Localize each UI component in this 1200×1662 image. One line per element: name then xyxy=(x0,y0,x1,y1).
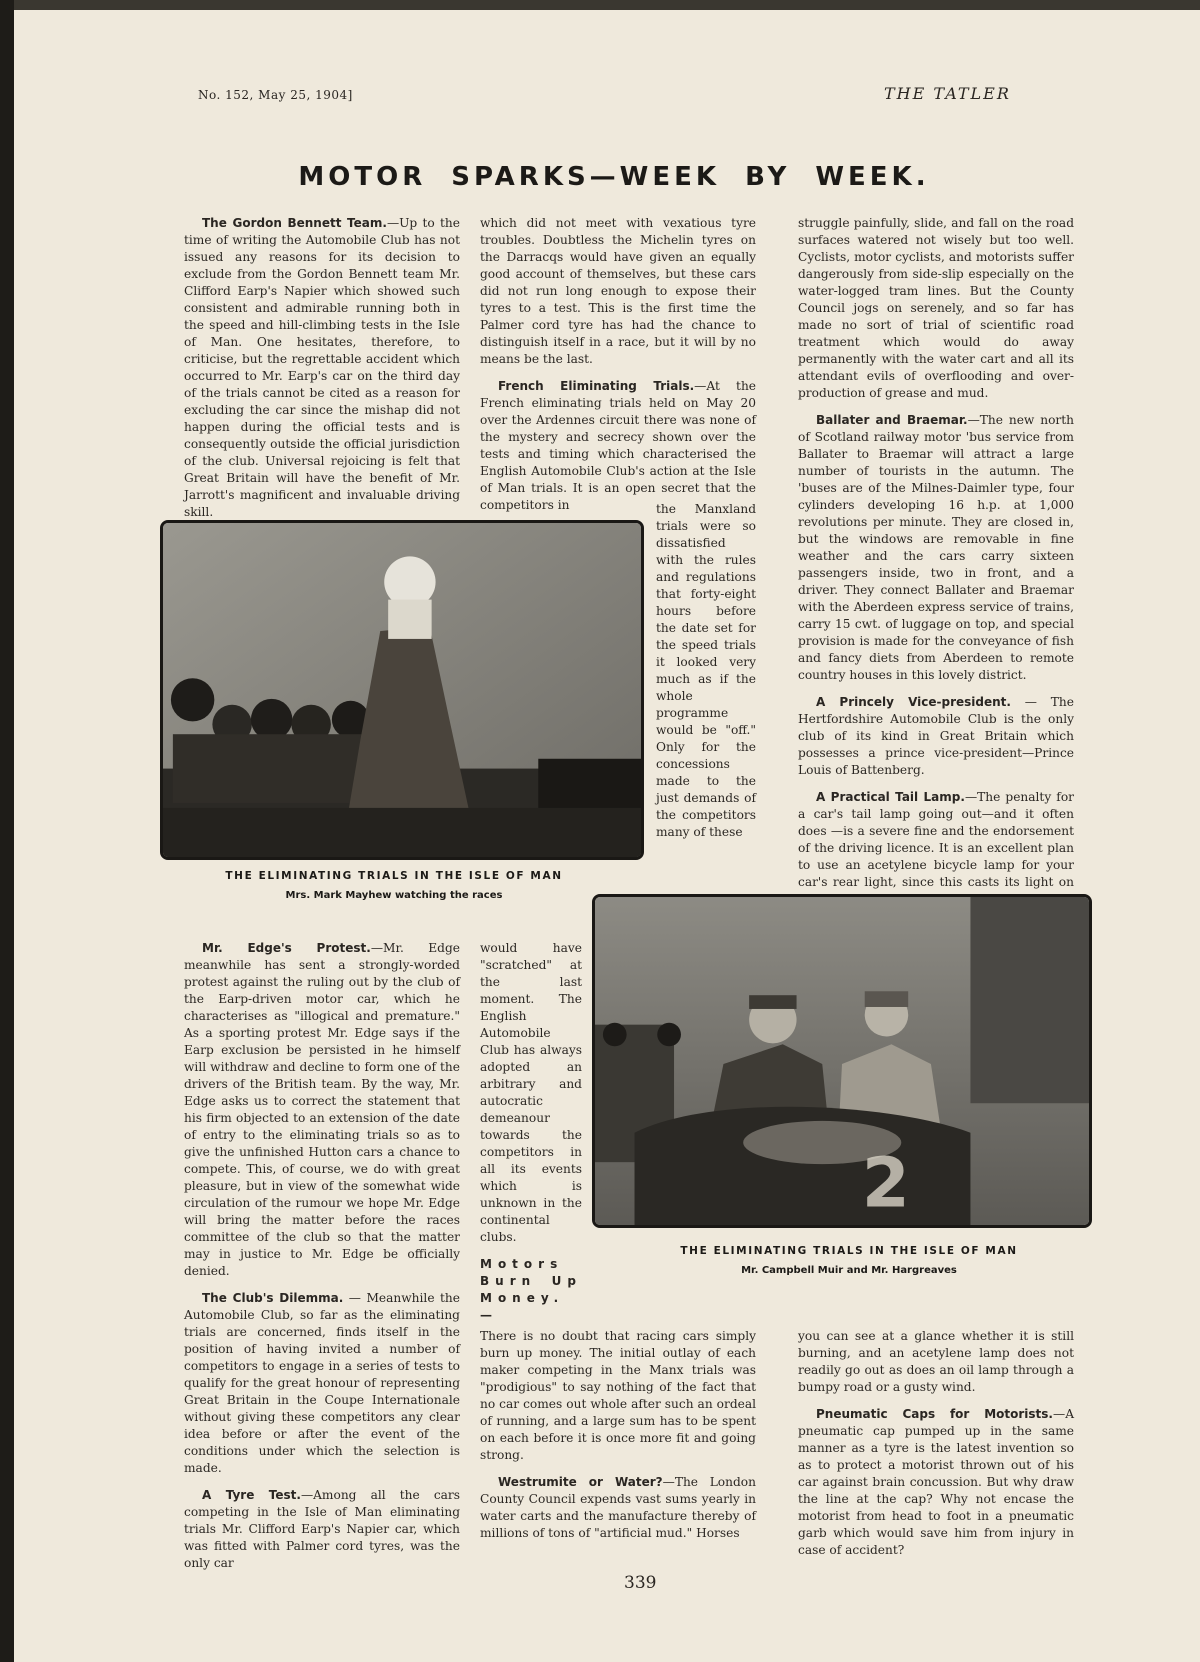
paragraph-text: —The new north of Scotland railway motor 'bus service from Ballater to Braemar will attract a large number of tourists in the autumn. The 'buses are of the Milnes-Daimler type, four cylinders developing 16 h.p. at 1,000 revolutions per minute. They are closed in, but the windows are removable in fine weather and the cars carry sixteen passengers inside, two in front, and a driver. They connect Ballater and Braemar with the Aberdeen express service of trains, carry 15 cwt. of luggage on top, and special provision is made for the conveyance of fish and fancy diets from Aberdeen to remote country houses in this lovely district. xyxy=(798,413,1074,682)
paragraph-text: —At the French eliminating trials held on May 20 over the Ardennes circuit there was none of the mystery and secrecy shown over the tests and timing which characterised the English Automobile Club's action at the Isle of Man trials. It is an open secret that the competitors in xyxy=(480,379,757,512)
paragraph-text: — Meanwhile the Automobile Club, so far as the eliminating trials are concerned, finds itself in the position of having invited a number of competitors to engage in a series of tests to qualify for the great honour of representing Great Britain in the Coupe Internationale without giving these competitors any clear idea before or after the event of the conditions under which the selection is made. xyxy=(184,1291,460,1475)
photo-2-caption xyxy=(614,1245,1084,1276)
page-number: 339 xyxy=(624,1573,657,1593)
column-2-lower xyxy=(480,1328,756,1552)
section-heading: The Gordon Bennett Team. xyxy=(202,216,387,230)
page-edge xyxy=(0,0,14,1662)
paragraph-text: which did not meet with vexatious tyre troubles. Doubtless the Michelin tyres on the Darracqs would have given an equally good account of themselves, but these cars did not run long enough to expose their tyres to a test. This is the first time the Palmer cord tyre has had the chance to distinguish itself in a race, but it will by no means be the last. xyxy=(480,216,756,366)
photo-image xyxy=(595,897,1089,1225)
section-heading: French Eliminating Trials. xyxy=(498,379,695,393)
caption-subtitle: Mrs. Mark Mayhew watching the races xyxy=(285,890,503,901)
caption-title: THE ELIMINATING TRIALS IN THE ISLE OF MAN xyxy=(225,870,563,882)
issue-line: No. 152, May 25, 1904] xyxy=(198,88,353,102)
column-2-narrow xyxy=(656,501,756,851)
magazine-name: THE TATLER xyxy=(884,84,1011,103)
paragraph-text: the Manxland trials were so dissatisfied with the rules and regulations that forty-eight hours before the date set for the speed trials it looked very much as if the whole programme would be "off." Only for the concessions made to the just demands of the competitors many of these xyxy=(656,502,756,839)
section-heading: A Princely Vice-president. xyxy=(816,695,1011,709)
column-1-lower xyxy=(184,940,460,1582)
paragraph-text: —A pneumatic cap pumped up in the same manner as a tyre is the latest invention so as to protect a motorist thrown out of his car against brain concussion. But why draw the line at the cap? Why not encase the motorist from head to foot in a pneumatic garb which would save him from injury in case of accident? xyxy=(798,1407,1074,1557)
paragraph-text: —The penalty for a car's tail lamp going out—and it often does —is a severe fine and the endorsement of the driving licence. It is an excellent plan to use an acetylene bicycle lamp for your car's rear light, since this casts its light on xyxy=(798,790,1074,889)
section-heading: Motors Burn Up Money.— xyxy=(480,1257,582,1322)
paragraph-text: —Mr. Edge meanwhile has sent a strongly-worded protest against the ruling out by the club of the Earp-driven motor car, which he characterises as "illogical and premature." As a sporting protest Mr. Edge says if the Earp exclusion be persisted in he himself will withdraw and decline to form one of the drivers of the British team. By the way, Mr. Edge asks us to correct the statement that his firm objected to an extension of the date of entry to the eliminating trials so as to give the unfinished Hutton cars a chance to compete. This, of course, we do with great pleasure, but in view of the somewhat wide circulation of the rumour we hope Mr. Edge will bring the matter before the races committee of the club so that the matter may in justice to Mr. Edge be officially denied. xyxy=(184,941,460,1278)
section-heading: Westrumite or Water? xyxy=(498,1475,663,1489)
photo-muir-hargreaves xyxy=(592,894,1092,1228)
caption-subtitle: Mr. Campbell Muir and Mr. Hargreaves xyxy=(741,1265,957,1276)
photo-mrs-mayhew xyxy=(160,520,644,860)
magazine-page xyxy=(14,10,1200,1662)
caption-title: THE ELIMINATING TRIALS IN THE ISLE OF MAN xyxy=(680,1245,1018,1257)
column-3-lower xyxy=(798,1328,1074,1569)
page-title: MOTOR SPARKS—WEEK BY WEEK. xyxy=(298,162,930,192)
paragraph-text: struggle painfully, slide, and fall on the road surfaces watered not wisely but too well. Cyclists, motor cyclists, and motorists suffer dangerously from side-slip especially on the water-logged tram lines. But the County Council jogs on serenely, and so far has made no sort of trial of scientific road treatment which would do away permanently with the water cart and all its attendant evils of overflooding and over-production of grease and mud. xyxy=(798,216,1074,400)
section-heading: A Practical Tail Lamp. xyxy=(816,790,965,804)
photo-image xyxy=(163,523,641,857)
section-heading: Ballater and Braemar. xyxy=(816,413,968,427)
paragraph-text: There is no doubt that racing cars simply burn up money. The initial outlay of each maker competing in the Manx trials was "prodigious" to say nothing of the fact that no car comes out whole after such an ordeal of running, and a large sum has to be spent on each before it is once more fit and going strong. xyxy=(480,1329,756,1462)
column-2-upper xyxy=(480,215,756,524)
column-1-upper xyxy=(184,215,460,531)
svg-text:2: 2 xyxy=(861,1143,910,1224)
column-2-lower-narrow xyxy=(480,940,582,1324)
section-heading: Pneumatic Caps for Motorists. xyxy=(816,1407,1053,1421)
section-heading: Mr. Edge's Protest. xyxy=(202,941,371,955)
paragraph-text: —The London County Council expends vast sums yearly in water carts and the manufacture thereby of millions of tons of "artificial mud." Horses xyxy=(480,1475,756,1540)
photo-1-caption xyxy=(174,870,614,901)
paragraph-text: you can see at a glance whether it is still burning, and an acetylene lamp does not readily go out as does an oil lamp through a bumpy road or a gusty wind. xyxy=(798,1329,1074,1394)
paragraph-text: —Among all the cars competing in the Isle of Man eliminating trials Mr. Clifford Earp's Napier car, which was fitted with Palmer cord tyres, was the only car xyxy=(184,1488,460,1570)
paragraph-text: would have "scratched" at the last moment. The English Automobile Club has always adopted an arbitrary and autocratic demeanour towards the competitors in all its events which is unknown in the continental clubs. xyxy=(480,941,582,1244)
paragraph-text: — The Hertfordshire Automobile Club is the only club of its kind in Great Britain which possesses a prince vice-president—Prince Louis of Battenberg. xyxy=(798,695,1074,777)
section-heading: A Tyre Test. xyxy=(202,1488,301,1502)
paragraph-text: —Up to the time of writing the Automobile Club has not issued any reasons for its decision to exclude from the Gordon Bennett team Mr. Clifford Earp's Napier which showed such consistent and admirable running both in the speed and hill-climbing tests in the Isle of Man. One hesitates, therefore, to criticise, but the regrettable accident which occurred to Mr. Earp's car on the third day of the trials cannot be cited as a reason for excluding the car since the mishap did not happen during the official tests and is consequently outside the official jurisdiction of the club. Universal rejoicing is felt that Great Britain will have the benefit of Mr. Jarrott's magnificent and invaluable driving skill. xyxy=(184,216,460,519)
section-heading: The Club's Dilemma. xyxy=(202,1291,344,1305)
column-3-upper xyxy=(798,215,1074,918)
